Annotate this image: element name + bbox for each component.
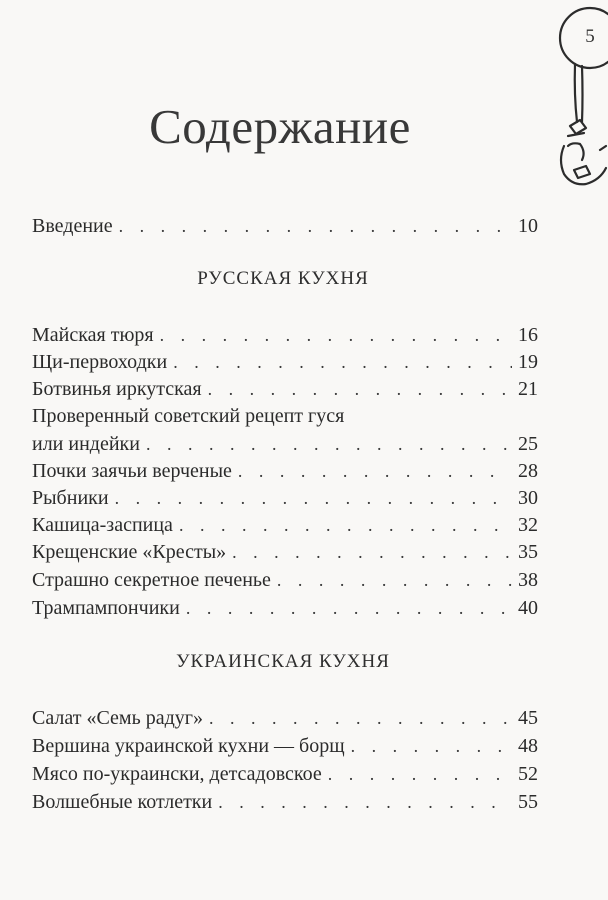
toc-entry-title: Вершина украинской кухни — борщ [32, 735, 345, 757]
toc-entry-page: 55 [518, 791, 538, 813]
toc-entry-page: 10 [518, 215, 538, 237]
toc-entry-title: Кашица-заспица [32, 514, 173, 536]
toc-entry-page: 28 [518, 460, 538, 482]
toc-entry[interactable] [32, 321, 538, 349]
toc-entry[interactable] [32, 457, 538, 485]
dot-leader [351, 732, 512, 760]
toc-entry-title: Щи-первоходки [32, 351, 168, 373]
toc-entry-page: 48 [518, 735, 538, 757]
toc-entry-title: Введение [32, 215, 113, 237]
toc-entry[interactable] [32, 732, 538, 760]
section-heading-russian: РУССКАЯ КУХНЯ [197, 268, 369, 289]
dot-leader [328, 760, 512, 788]
toc-entry[interactable] [32, 511, 538, 539]
toc-entry-page: 19 [518, 351, 538, 373]
toc-entry[interactable] [32, 594, 538, 622]
toc-entry-title: Майская тюря [32, 324, 154, 346]
toc-entry-page: 32 [518, 514, 538, 536]
toc-entry[interactable] [32, 704, 538, 732]
toc-entry[interactable] [32, 348, 538, 376]
toc-entry-title: Мясо по-украински, детсадовское [32, 763, 322, 785]
dot-leader [119, 212, 512, 240]
toc-entry-title-line1: Проверенный советский рецепт гуся [32, 405, 345, 427]
toc-entry-page: 30 [518, 487, 538, 509]
section-heading-ukrainian: УКРАИНСКАЯ КУХНЯ [176, 651, 390, 672]
dot-leader [160, 321, 512, 349]
toc-entry-multiline[interactable] [32, 402, 538, 458]
toc-entry-title: Ботвинья иркутская [32, 378, 202, 400]
toc-entry-title: Почки заячьи верченые [32, 460, 232, 482]
toc-entry-page: 21 [518, 378, 538, 400]
toc-entry-title: Рыбники [32, 487, 109, 509]
toc-entry-title: Крещенские «Кресты» [32, 541, 227, 563]
toc-entry[interactable] [32, 538, 538, 566]
dot-leader [209, 704, 512, 732]
toc-entry-title: Страшно секретное печенье [32, 569, 271, 591]
dot-leader [277, 566, 512, 594]
page-number: 5 [585, 26, 595, 47]
toc-entry-page: 35 [518, 541, 538, 563]
dot-leader [115, 484, 512, 512]
toc-entry-title: Трампампончики [32, 597, 180, 619]
toc-entry-page: 52 [518, 763, 538, 785]
toc-entry[interactable] [32, 760, 538, 788]
dot-leader [146, 430, 512, 458]
toc-entry[interactable] [32, 788, 538, 816]
toc-entry-intro[interactable] [32, 212, 538, 240]
toc-entry[interactable] [32, 566, 538, 594]
toc-entry-page: 16 [518, 324, 538, 346]
dot-leader [208, 375, 512, 403]
toc-entry-title: Салат «Семь радуг» [32, 707, 203, 729]
toc-entry-page: 38 [518, 569, 538, 591]
toc-entry[interactable] [32, 375, 538, 403]
toc-entry-title-line2: или индейки [32, 433, 140, 455]
toc-entry-page: 25 [518, 433, 538, 455]
dot-leader [238, 457, 512, 485]
dot-leader [186, 594, 512, 622]
dot-leader [218, 788, 512, 816]
page-title: Содержание [149, 99, 411, 154]
toc-entry-page: 40 [518, 597, 538, 619]
dot-leader [232, 538, 512, 566]
toc-entry[interactable] [32, 484, 538, 512]
dot-leader [173, 348, 512, 376]
toc-entry-title: Волшебные котлетки [32, 791, 213, 813]
toc-entry-page: 45 [518, 707, 538, 729]
dot-leader [179, 511, 512, 539]
